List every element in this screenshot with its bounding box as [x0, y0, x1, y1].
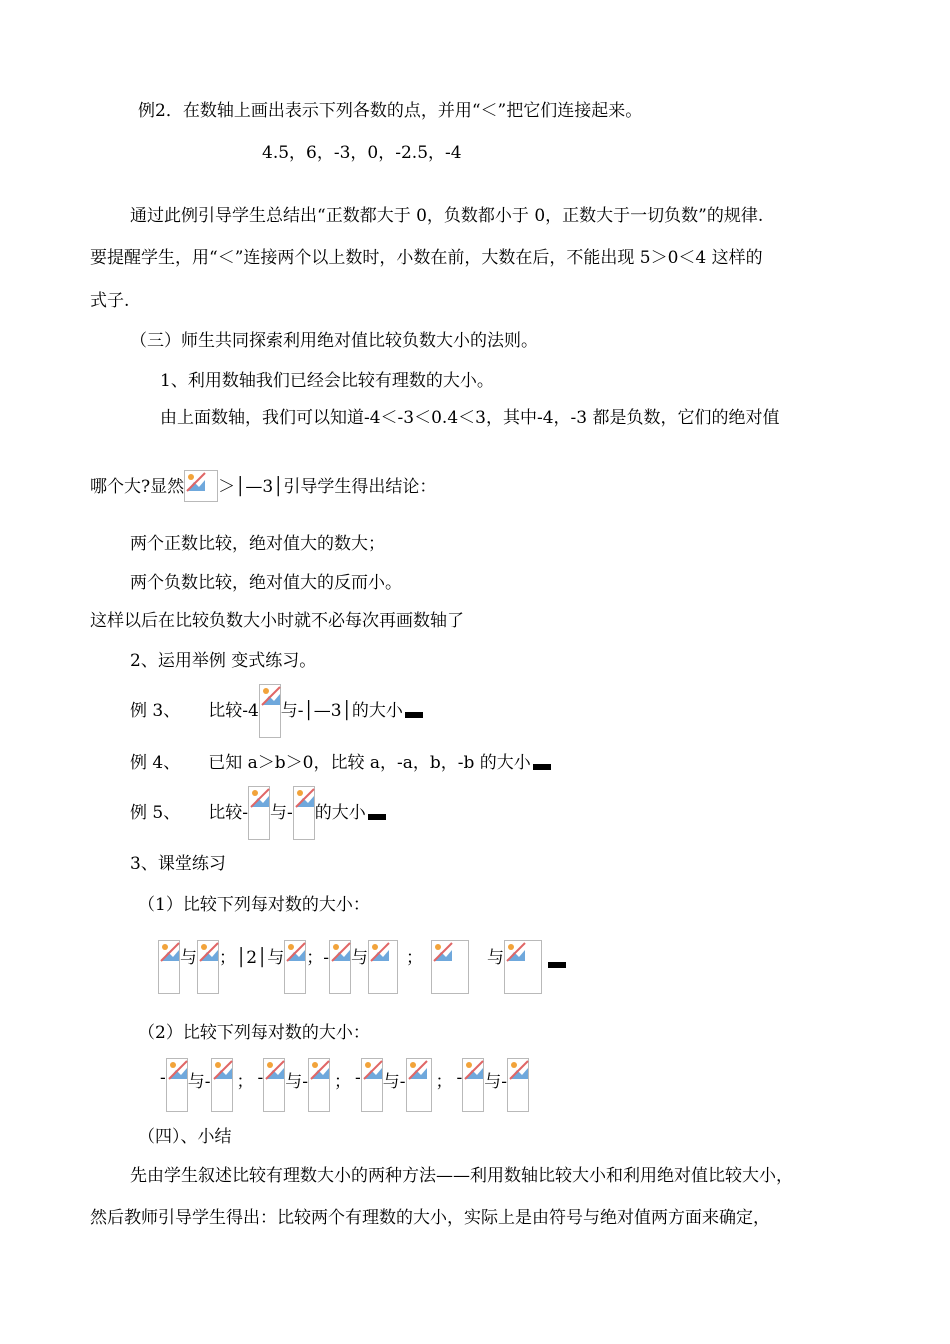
practice-2-row — [160, 1058, 529, 1112]
broken-image-icon — [368, 940, 398, 994]
broken-image-icon — [197, 940, 219, 994]
item-1: 1、利用数轴我们已经会比较有理数的大小。 — [160, 371, 494, 391]
with-text: 与 — [487, 948, 505, 968]
black-mark — [533, 764, 551, 770]
broken-image-icon — [361, 1058, 383, 1112]
minus-sign: - — [302, 1072, 308, 1092]
abs-minus-3: │—3│ — [235, 477, 284, 497]
example-2-title: 例2．在数轴上画出表示下列各数的点，并用“＜”把它们连接起来。 — [138, 101, 643, 121]
broken-image-icon — [293, 786, 315, 840]
number-line-paragraph: 由上面数轴，我们可以知道-4＜-3＜0.4＜3，其中-4，-3 都是负数，它们的绝对值 — [160, 408, 780, 428]
practice-1-row — [158, 940, 566, 994]
broken-image-icon — [431, 940, 469, 994]
example-3-label: 例 3、 — [130, 701, 181, 721]
semicolon: ； — [435, 1072, 453, 1092]
example-5-text-c: 的大小 — [314, 803, 366, 823]
broken-image-icon — [211, 1058, 233, 1112]
item-2: 2、运用举例 变式练习。 — [130, 651, 317, 671]
rule-negative: 两个负数比较，绝对值大的反而小。 — [130, 573, 402, 593]
black-mark — [548, 962, 566, 968]
minus-sign: - — [204, 1072, 211, 1092]
example-2-numbers: 4.5，6，-3，0，-2.5，-4 — [262, 143, 462, 163]
broken-image-icon — [507, 1058, 529, 1112]
example-5 — [130, 786, 386, 840]
minus-sign: - — [257, 1068, 264, 1088]
example-3-text-a: 比较-4 — [208, 701, 259, 721]
broken-image-icon — [462, 1058, 484, 1112]
with-text: 与 — [180, 948, 197, 968]
broken-image-icon — [166, 1058, 188, 1112]
rule-positive: 两个正数比较，绝对值大的数大； — [130, 534, 385, 554]
no-number-line-note: 这样以后在比较负数大小时就不必每次再画数轴了 — [90, 611, 464, 631]
broken-image-icon — [158, 940, 180, 994]
semicolon: ； — [236, 1072, 254, 1092]
abs-2: │2│ — [236, 948, 268, 968]
practice-question-1: （1）比较下列每对数的大小： — [138, 895, 370, 915]
with-text: 与 — [382, 1072, 400, 1092]
minus-sign: - — [323, 948, 330, 968]
minus-sign: - — [399, 1072, 406, 1092]
black-mark — [368, 814, 386, 820]
with-text: 与 — [351, 948, 369, 968]
paragraph-1-line-1: 通过此例引导学生总结出“正数都大于 0，负数都小于 0，正数大于一切负数”的规律. — [130, 206, 764, 226]
with-text: 与 — [187, 1072, 205, 1092]
example-5-label: 例 5、 — [130, 803, 181, 823]
example-3-text-c: 的大小 — [351, 701, 403, 721]
example-5-text-a: 比较- — [208, 803, 248, 823]
summary-line-1: 先由学生叙述比较有理数大小的两种方法——利用数轴比较大小和利用绝对值比较大小， — [130, 1166, 793, 1186]
paragraph-1-line-2: 要提醒学生，用“＜”连接两个以上数时，小数在前，大数在后，不能出现 5＞0＜4 这样的 — [90, 248, 763, 268]
broken-image-icon — [263, 1058, 285, 1112]
which-larger-line — [90, 470, 436, 504]
with-text: 与 — [484, 1072, 502, 1092]
broken-image-icon — [504, 940, 542, 994]
broken-image-icon — [248, 786, 270, 840]
example-4-label: 例 4、 — [130, 753, 181, 773]
example-3 — [130, 684, 423, 738]
broken-image-icon — [329, 940, 351, 994]
which-larger-text: 哪个大?显然 — [90, 477, 185, 497]
example-4-text: 已知 a＞b＞0，比较 a，-a，b，-b 的大小 — [208, 753, 531, 773]
item-3: 3、课堂练习 — [130, 854, 226, 874]
example-3-text-b: 与- — [280, 701, 304, 721]
summary-line-2: 然后教师引导学生得出：比较两个有理数的大小，实际上是由符号与绝对值两方面来确定， — [90, 1208, 770, 1228]
minus-sign: - — [160, 1068, 166, 1088]
minus-sign: - — [456, 1068, 463, 1088]
section-4-title: （四）、小结 — [138, 1127, 232, 1147]
semicolon: ； — [306, 948, 324, 968]
broken-image-icon — [259, 684, 281, 738]
broken-image-icon — [308, 1058, 330, 1112]
greater-than: ＞ — [218, 477, 236, 497]
minus-sign: - — [501, 1072, 507, 1092]
with-text: 与 — [267, 948, 285, 968]
semicolon: ； — [406, 948, 424, 968]
semicolon: ； — [219, 948, 236, 968]
section-3-title: （三）师生共同探索利用绝对值比较负数大小的法则。 — [130, 331, 538, 351]
broken-image-icon — [406, 1058, 432, 1112]
practice-question-2: （2）比较下列每对数的大小： — [138, 1023, 370, 1043]
example-4 — [130, 752, 551, 774]
example-5-text-b: 与- — [269, 803, 293, 823]
broken-image-icon — [184, 470, 218, 502]
black-mark — [405, 712, 423, 718]
broken-image-icon — [284, 940, 306, 994]
minus-sign: - — [355, 1068, 361, 1088]
paragraph-1-line-3: 式子. — [90, 291, 130, 311]
conclusion-lead: 引导学生得出结论： — [283, 477, 437, 497]
semicolon: ； — [334, 1072, 351, 1092]
with-text: 与 — [285, 1072, 303, 1092]
example-3-abs: │—3│ — [303, 701, 352, 721]
